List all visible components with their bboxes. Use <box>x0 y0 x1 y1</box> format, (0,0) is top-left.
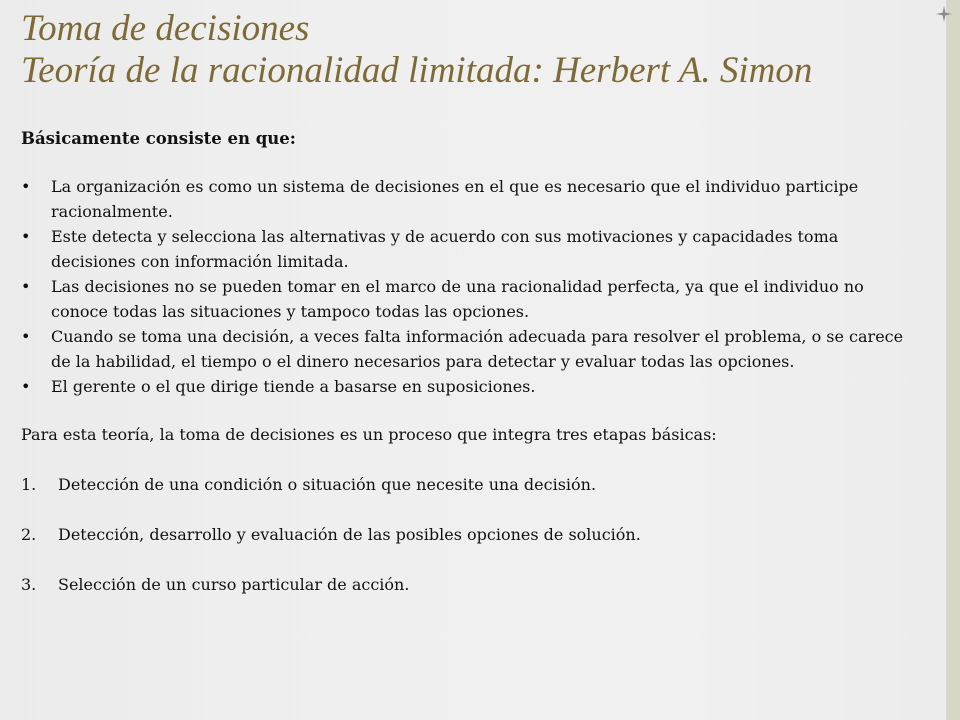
step-item <box>21 522 921 547</box>
bullet-text: Cuando se toma una decisión, a veces falta información adecuada para resolver el problema, o se carece de la habilidad, el tiempo o el dinero necesarios para detectar y evaluar todas las opciones. <box>51 327 904 371</box>
bullet-item <box>21 224 921 274</box>
step-number: 1. <box>21 475 37 494</box>
step-item <box>21 572 921 597</box>
sparkle-icon <box>936 6 952 22</box>
step-text: Selección de un curso particular de acción. <box>58 575 410 594</box>
slide-content <box>21 126 921 622</box>
step-number: 2. <box>21 525 37 544</box>
title-line-1: Toma de decisiones <box>21 8 310 49</box>
step-list <box>21 472 921 597</box>
step-number: 3. <box>21 575 37 594</box>
bullet-item <box>21 274 921 324</box>
step-text: Detección de una condición o situación que necesite una decisión. <box>58 475 597 494</box>
bullet-item <box>21 174 921 224</box>
step-item <box>21 472 921 497</box>
bullet-item <box>21 374 921 399</box>
step-text: Detección, desarrollo y evaluación de las posibles opciones de solución. <box>58 525 641 544</box>
bullet-item <box>21 324 921 374</box>
process-intro: Para esta teoría, la toma de decisiones es un proceso que integra tres etapas básicas: <box>21 425 717 444</box>
bullet-text: La organización es como un sistema de decisiones en el que es necesario que el individuo participe racionalmente. <box>51 177 859 221</box>
bullet-text: El gerente o el que dirige tiende a basarse en suposiciones. <box>51 377 536 396</box>
bullet-text: Las decisiones no se pueden tomar en el marco de una racionalidad perfecta, ya que el individuo no conoce todas las situaciones y tampoco todas las opciones. <box>51 277 864 321</box>
title-line-2: Teoría de la racionalidad limitada: Herbert A. Simon <box>21 50 813 91</box>
slide-title <box>21 8 936 92</box>
intro-heading: Básicamente consiste en que: <box>21 129 296 148</box>
bullet-text: Este detecta y selecciona las alternativas y de acuerdo con sus motivaciones y capacidades toma decisiones con información limitada. <box>51 227 839 271</box>
bullet-list <box>21 174 921 399</box>
